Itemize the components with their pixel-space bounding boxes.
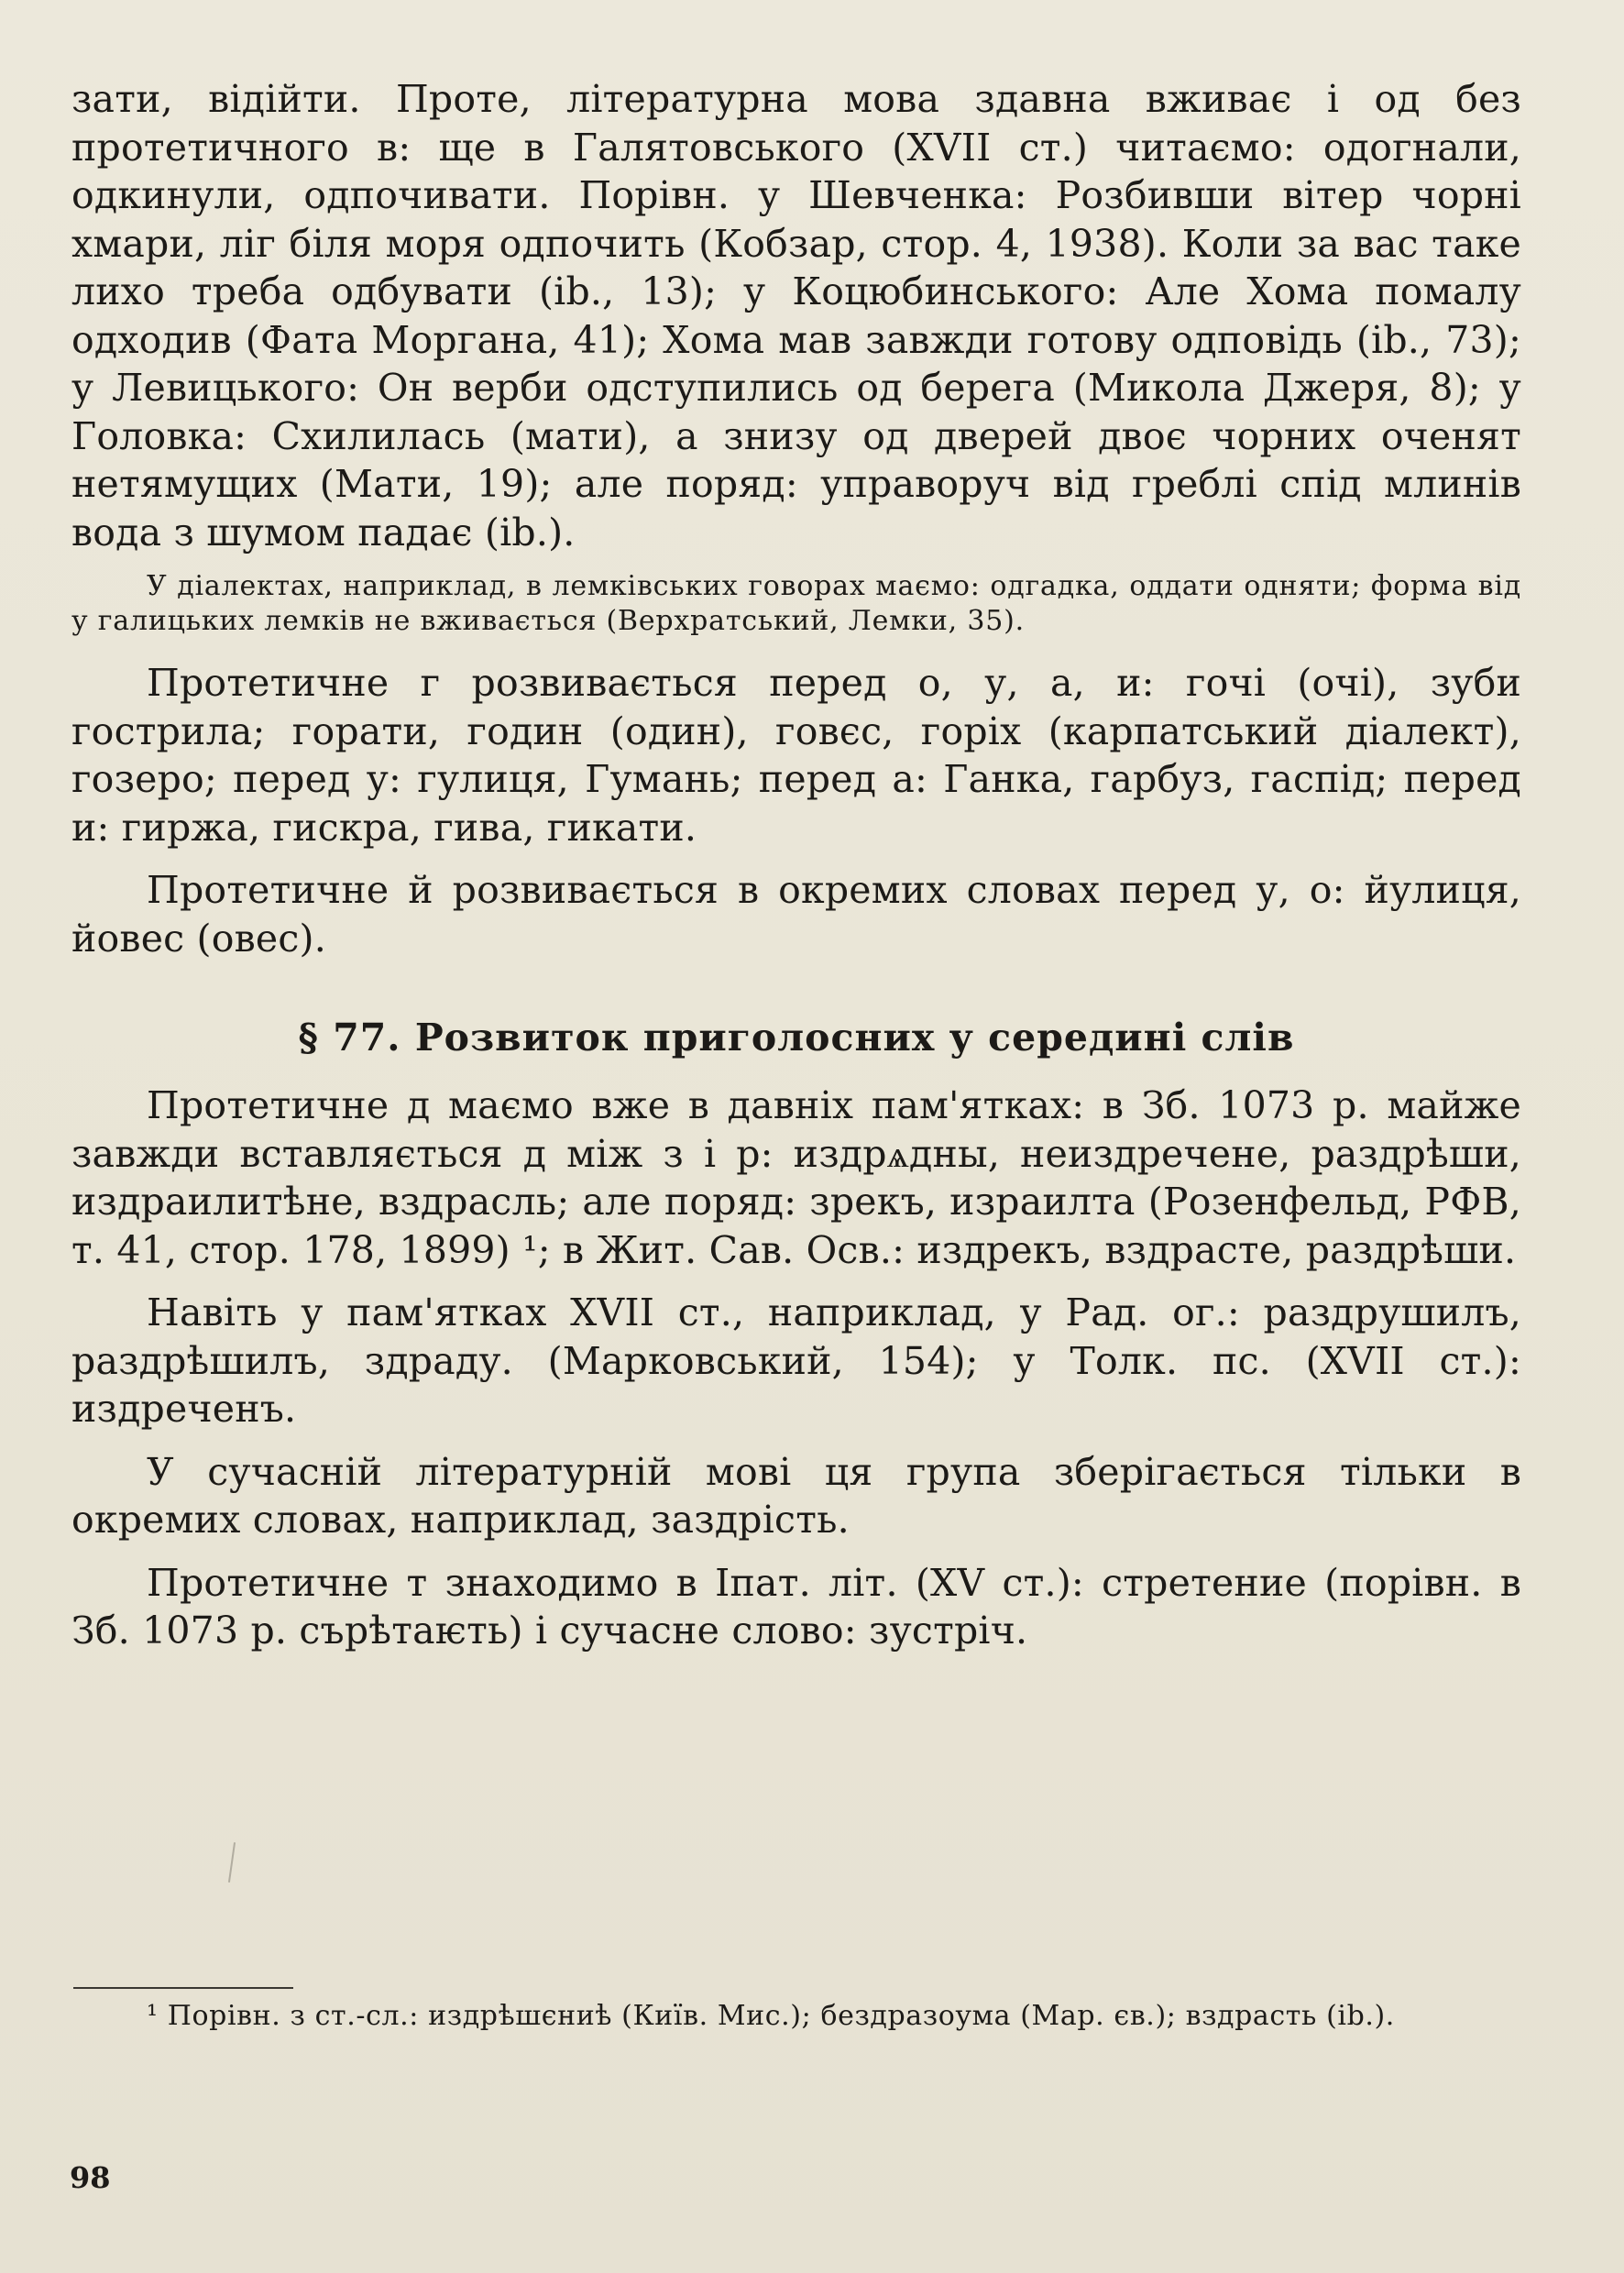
section-heading: § 77. Розвиток приголосних у середині слів xyxy=(298,1016,1295,1060)
paragraph: Протетичне й розвивається в окремих словах перед у, о: йулиця, йовес (овес). xyxy=(71,868,1521,961)
paragraph: Протетичне т знаходимо в Іпат. літ. (XV ст.): стретение (порівн. в Зб. 1073 р. сърѣтаѥть) і сучасне слово: зустріч. xyxy=(71,1560,1521,1653)
page-number: 98 xyxy=(70,2160,111,2195)
footnote: ¹ Порівн. з ст.-сл.: издрѣшєниѣ (Київ. Мис.); бездразоума (Мар. єв.); вздрасть (ib.). xyxy=(147,2000,1395,2032)
dialect-note: У діалектах, наприклад, в лемківських говорах маємо: одгадка, оддати одняти; форма від у галицьких лемків не вживається (Верхратський, Лемки, 35). xyxy=(71,570,1521,637)
pencil-mark xyxy=(228,1842,236,1883)
footnote-divider xyxy=(73,1987,293,1989)
paragraph: зати, відійти. Проте, літературна мова здавна вживає і од без протетичного в: ще в Галятовського (XVII ст.) читаємо: одогнали, одкинули, одпочивати. Порівн. у Шевченка: Розбивши вітер чорні хмари, ліг біля моря одпочить (Кобзар, стор. 4, 1938). Коли за вас таке лихо треба одбувати (ib., 13); у Коцюбинського: Але Хома помалу одходив (Фата Моргана, 41); Хома мав завжди готову одповідь (ib., 73); у Левицького: Он верби одступились од берега (Микола Джеря, 8); у Головка: Схилилась (мати), а знизу од дверей двоє чорних оченят нетямущих (Мати, 19); але поряд: управоруч від греблі спід млинів вода з шумом падає (ib.). xyxy=(71,77,1521,555)
paragraph: У сучасній літературній мові ця група зберігається тільки в окремих словах, наприклад, заздрість. xyxy=(71,1449,1521,1542)
main-text xyxy=(71,75,1521,1655)
paragraph: Протетичне д маємо вже в давніх пам'ятках: в Зб. 1073 р. майже завжди вставляється д між з і р: издрѧдны, неиздречене, раздрѣши, издраилитѣне, вздрасль; але поряд: зрекъ, израилта (Розенфельд, РФВ, т. 41, стор. 178, 1899) ¹; в Жит. Сав. Осв.: издрекъ, вздрасте, раздрѣши. xyxy=(71,1083,1521,1272)
paragraph: Навіть у пам'ятках XVII ст., наприклад, у Рад. ог.: раздрушилъ, раздрѣшилъ, здраду. (Марковський, 154); у Толк. пс. (XVII ст.): издреченъ. xyxy=(71,1290,1521,1431)
paragraph: Протетичне г розвивається перед о, у, а, и: гочі (очі), зуби гострила; горати, годин (один), говєс, горіх (карпатський діалект), гозеро; перед у: гулиця, Гумань; перед а: Ганка, гарбуз, гаспід; перед и: гиржа, гискра, гива, гикати. xyxy=(71,661,1521,850)
